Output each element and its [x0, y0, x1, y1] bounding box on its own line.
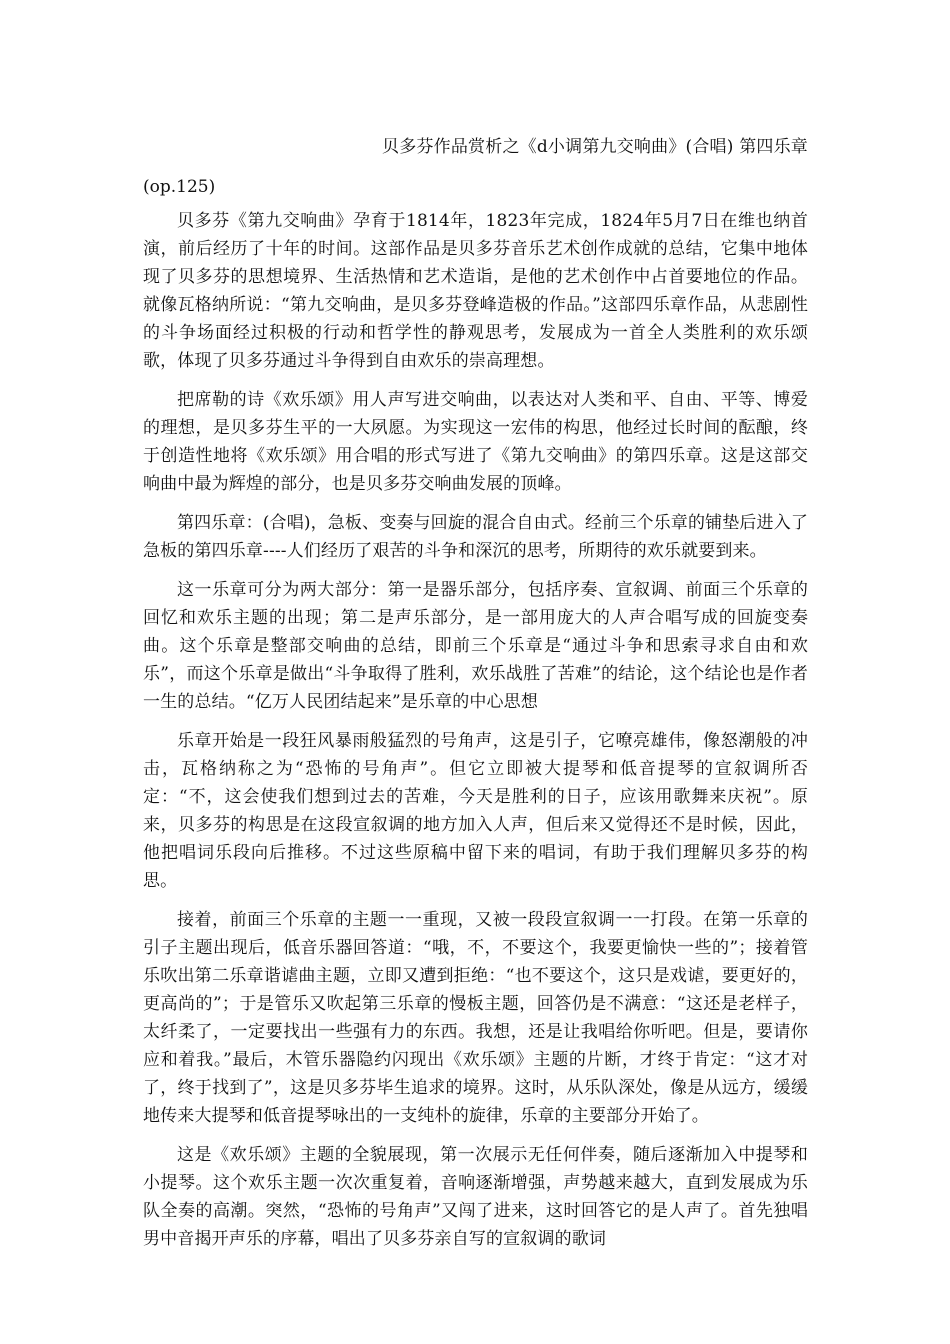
document-title: 贝多芬作品赏析之《d小调第九交响曲》(合唱) 第四乐章 [382, 137, 808, 157]
paragraph-6: 接着，前面三个乐章的主题一一重现，又被一段段宣叙调一一打段。在第一乐章的引子主题出现后，低音乐器回答道：“哦，不，不要这个，我要更愉快一些的”；接着管乐吹出第二乐章谐谑曲主题，立即又遭到拒绝：“也不要这个，这只是戏谑，要更好的，更高尚的”；于是管乐又吹起第三乐章的慢板主题，回答仍是不满意：“这还是老样子，太纤柔了，一定要找出一些强有力的东西。我想，还是让我唱给你听吧。但是，要请你应和着我。”最后，木管乐器隐约闪现出《欢乐颂》主题的片断，才终于肯定：“这才对了，终于找到了”，这是贝多芬毕生追求的境界。这时，从乐队深处，像是从远方，缓缓地传来大提琴和低音提琴咏出的一支纯朴的旋律，乐章的主要部分开始了。 [143, 910, 808, 1126]
paragraph-2: 把席勒的诗《欢乐颂》用人声写进交响曲，以表达对人类和平、自由、平等、博爱的理想，是贝多芬生平的一大夙愿。为实现这一宏伟的构思，他经过长时间的酝酿，终于创造性地将《欢乐颂》用合唱的形式写进了《第九交响曲》的第四乐章。这是这部交响曲中最为辉煌的部分，也是贝多芬交响曲发展的顶峰。 [143, 390, 808, 494]
paragraph-1: 贝多芬《第九交响曲》孕育于1814年，1823年完成，1824年5月7日在维也纳首演，前后经历了十年的时间。这部作品是贝多芬音乐艺术创作成就的总结，它集中地体现了贝多芬的思想境界、生活热情和艺术造诣，是他的艺术创作中占首要地位的作品。就像瓦格纳所说：“第九交响曲，是贝多芬登峰造极的作品。”这部四乐章作品，从悲剧性的斗争场面经过积极的行动和哲学性的静观思考，发展成为一首全人类胜利的欢乐颂歌，体现了贝多芬通过斗争得到自由欢乐的崇高理想。 [143, 211, 808, 371]
paragraph-4: 这一乐章可分为两大部分：第一是器乐部分，包括序奏、宣叙调、前面三个乐章的回忆和欢乐主题的出现；第二是声乐部分，是一部用庞大的人声合唱写成的回旋变奏曲。这个乐章是整部交响曲的总结，即前三个乐章是“通过斗争和思索寻求自由和欢乐”，而这个乐章是做出“斗争取得了胜利，欢乐战胜了苦难”的结论，这个结论也是作者一生的总结。“亿万人民团结起来”是乐章的中心思想 [143, 580, 808, 712]
paragraph-5: 乐章开始是一段狂风暴雨般猛烈的号角声，这是引子，它嘹亮雄伟，像怒潮般的冲击，瓦格纳称之为“恐怖的号角声”。但它立即被大提琴和低音提琴的宣叙调所否定：“不，这会使我们想到过去的苦难，今天是胜利的日子，应该用歌舞来庆祝”。原来，贝多芬的构思是在这段宣叙调的地方加入人声，但后来又觉得还不是时候，因此，他把唱词乐段向后推移。不过这些原稿中留下来的唱词，有助于我们理解贝多芬的构思。 [143, 731, 808, 891]
document-subtitle: (op.125) [143, 177, 216, 197]
paragraph-7: 这是《欢乐颂》主题的全貌展现，第一次展示无任何伴奏，随后逐渐加入中提琴和小提琴。这个欢乐主题一次次重复着，音响逐渐增强，声势越来越大，直到发展成为乐队全奏的高潮。突然，“恐怖的号角声”又闯了进来，这时回答它的是人声了。首先独唱男中音揭开声乐的序幕，唱出了贝多芬亲自写的宣叙调的歌词 [143, 1145, 808, 1249]
document-body [143, 207, 808, 1264]
paragraph-3: 第四乐章：(合唱)，急板、变奏与回旋的混合自由式。经前三个乐章的铺垫后进入了急板的第四乐章----人们经历了艰苦的斗争和深沉的思考，所期待的欢乐就要到来。 [143, 513, 808, 561]
